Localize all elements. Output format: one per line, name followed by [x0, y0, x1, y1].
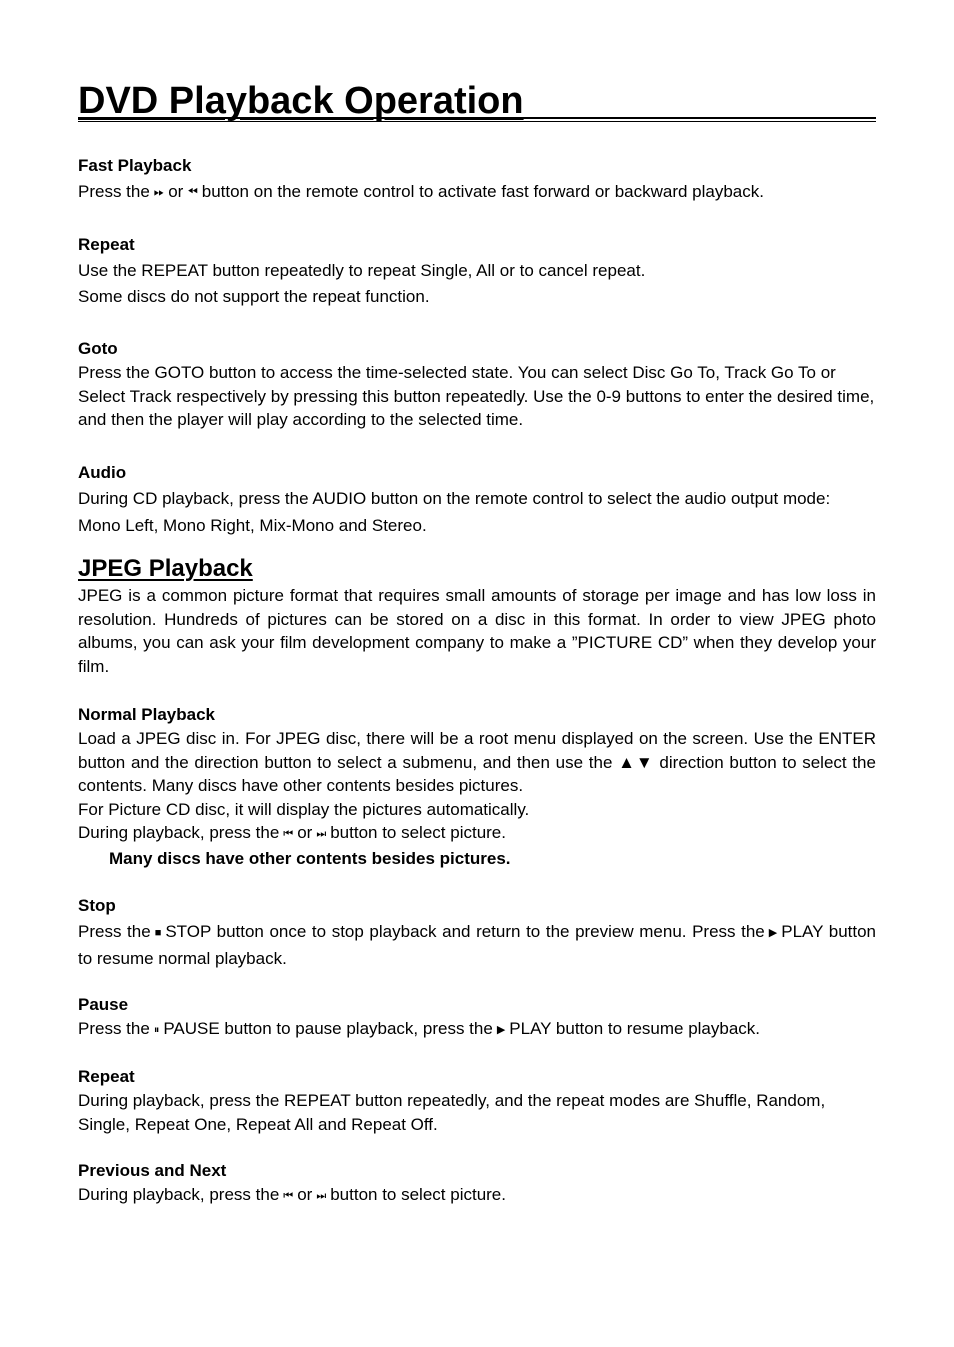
goto-text: Press the GOTO button to access the time-selected state. You can select Disc Go To, Track Go To or Select Track respectively by pressing this button repeatedly. Use the 0-9 buttons to enter the desired time, and then the player will play according to the selected time. — [78, 363, 875, 429]
normal-playback-text: Load a JPEG disc in. For JPEG disc, there will be a root menu displayed on the screen. Use the ENTER button and the direction button to select a submenu, and then use the ▲▼ direction button to select the contents. Many discs have other contents besides pictures. — [78, 729, 876, 795]
next-track-icon: ⏭︎ — [316, 1190, 327, 1202]
repeat-section — [78, 233, 876, 310]
fast-backward-icon: ⏪︎ — [187, 184, 198, 199]
stop-heading: Stop — [78, 896, 116, 915]
audio-line-1: During CD playback, press the AUDIO button on the remote control to select the audio output mode: — [78, 489, 831, 508]
jpeg-repeat-heading: Repeat — [78, 1067, 135, 1086]
stop-text: Press the ■ STOP button once to stop playback and return to the preview menu. Press the ▶︎ PLAY button to resume normal playback. — [78, 922, 877, 968]
goto-heading: Goto — [78, 339, 118, 358]
stop-icon: ■ — [154, 927, 162, 939]
repeat-heading: Repeat — [78, 235, 135, 254]
jpeg-repeat-text: During playback, press the REPEAT button repeatedly, and the repeat modes are Shuffle, Random, Single, Repeat One, Repeat All and Repeat Off. — [78, 1091, 826, 1134]
previous-track-icon: ⏮︎ — [283, 1190, 294, 1202]
page-title: DVD Playback Operation — [78, 80, 524, 122]
normal-playback-heading: Normal Playback — [78, 705, 216, 724]
up-down-arrows-icon: ▲▼ — [618, 752, 654, 772]
previous-next-text: During playback, press the ⏮︎ or ⏭︎ button to select picture. — [78, 1183, 876, 1209]
next-track-icon: ⏭︎ — [316, 828, 327, 840]
pause-text: Press the ⏸︎ PAUSE button to pause playback, press the ▶︎ PLAY button to resume playback. — [78, 1017, 876, 1043]
pause-heading: Pause — [78, 995, 129, 1014]
fast-forward-icon: ⏩︎ — [153, 184, 165, 199]
stop-section — [78, 894, 876, 971]
previous-next-section — [78, 1159, 876, 1209]
fast-playback-heading: Fast Playback — [78, 156, 192, 175]
previous-track-icon: ⏮︎ — [283, 828, 294, 840]
goto-section — [78, 337, 876, 432]
contents-note: Many discs have other contents besides pictures. — [109, 848, 511, 868]
play-icon: ▶︎ — [496, 1024, 506, 1036]
jpeg-repeat-section — [78, 1065, 876, 1136]
jpeg-playback-title: JPEG Playback — [78, 555, 253, 582]
repeat-line-2: Some discs do not support the repeat function. — [78, 287, 430, 306]
audio-heading: Audio — [78, 463, 127, 482]
pause-section — [78, 993, 876, 1043]
audio-section — [78, 461, 876, 539]
select-picture-line: During playback, press the ⏮︎ or ⏭︎ button to select picture. — [78, 821, 876, 847]
fast-playback-section — [78, 154, 876, 205]
title-rule — [78, 117, 876, 122]
audio-line-2: Mono Left, Mono Right, Mix-Mono and Stereo. — [78, 516, 427, 535]
previous-next-heading: Previous and Next — [78, 1161, 227, 1180]
pause-icon: ⏸︎ — [153, 1024, 160, 1036]
jpeg-playback-section — [78, 554, 876, 678]
repeat-line-1: Use the REPEAT button repeatedly to repeat Single, All or to cancel repeat. — [78, 261, 646, 280]
picture-cd-line: For Picture CD disc, it will display the pictures automatically. — [78, 799, 530, 819]
play-icon: ▶︎ — [768, 927, 778, 939]
jpeg-intro: JPEG is a common picture format that requires small amounts of storage per image and has low loss in resolution. Hundreds of pictures can be stored on a disc in this format. In order to view JPEG photo albums, you can ask your film development company to make a ”PICTURE CD” when they develop your film. — [78, 586, 876, 676]
normal-playback-section — [78, 703, 876, 871]
fast-playback-text: Press the ⏩︎ or ⏪︎ button on the remote control to activate fast forward or backward playback. — [78, 179, 876, 205]
